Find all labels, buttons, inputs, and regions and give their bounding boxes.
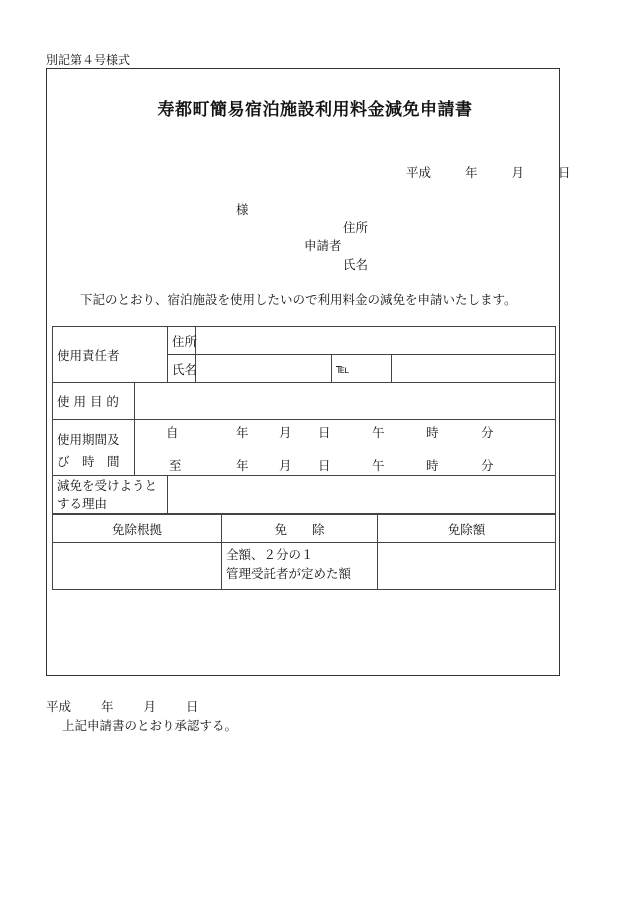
tel-label: ℡ bbox=[332, 355, 392, 383]
responsible-label: 使用責任者 bbox=[53, 327, 168, 383]
period-field[interactable] bbox=[135, 420, 556, 476]
approval-date bbox=[46, 697, 198, 715]
applicant-name-label: 氏名 bbox=[343, 257, 369, 272]
to-noon: 午 bbox=[372, 457, 385, 473]
reason-label: 減免を受けようとする理由 bbox=[53, 476, 168, 514]
to-day: 日 bbox=[318, 457, 331, 473]
address-field[interactable] bbox=[196, 327, 556, 355]
reason-field[interactable] bbox=[168, 476, 556, 514]
date-year: 年 bbox=[464, 165, 478, 180]
applicant-label: 申請者 bbox=[304, 238, 342, 253]
period-to: 至 bbox=[169, 457, 182, 473]
period-label-line2: び 時 間 bbox=[57, 454, 120, 469]
exemption-basis-header: 免除根拠 bbox=[53, 515, 222, 543]
address-label: 住所 bbox=[168, 327, 196, 355]
from-day: 日 bbox=[318, 424, 331, 440]
exemption-table bbox=[52, 514, 556, 590]
approval-era: 平成 bbox=[46, 699, 72, 714]
period-from: 自 bbox=[166, 424, 179, 440]
to-hour: 時 bbox=[426, 457, 439, 473]
approval-text: 上記申請書のとおり承認する。 bbox=[62, 718, 238, 733]
period-label-line1: 使用期間及 bbox=[57, 432, 120, 447]
from-month: 月 bbox=[279, 424, 292, 440]
application-table bbox=[52, 326, 556, 514]
exemption-amount-field[interactable] bbox=[378, 543, 556, 590]
to-month: 月 bbox=[279, 457, 292, 473]
approval-month: 月 bbox=[143, 699, 156, 714]
name-label: 氏名 bbox=[168, 355, 196, 383]
name-field[interactable] bbox=[196, 355, 332, 383]
exemption-option-partial: 全額、２分の１ bbox=[226, 547, 314, 562]
from-hour: 時 bbox=[426, 424, 439, 440]
exemption-amount-header: 免除額 bbox=[378, 515, 556, 543]
date-day: 日 bbox=[557, 165, 571, 180]
exemption-option-custom: 管理受託者が定めた額 bbox=[226, 566, 352, 581]
approval-day: 日 bbox=[185, 699, 199, 714]
purpose-field[interactable] bbox=[135, 383, 556, 420]
exemption-header: 免 除 bbox=[222, 515, 378, 543]
to-year: 年 bbox=[236, 457, 249, 473]
to-minute: 分 bbox=[481, 457, 494, 473]
tel-field[interactable] bbox=[392, 355, 556, 383]
purpose-label: 使 用 目 的 bbox=[53, 383, 135, 420]
from-year: 年 bbox=[236, 424, 249, 440]
date-month: 月 bbox=[511, 165, 524, 180]
exemption-options bbox=[222, 543, 378, 590]
date-era: 平成 bbox=[406, 165, 432, 180]
approval-year: 年 bbox=[100, 699, 114, 714]
page-title: 寿都町簡易宿泊施設利用料金減免申請書 bbox=[157, 100, 473, 120]
application-date bbox=[406, 163, 570, 181]
form-code: 別記第４号様式 bbox=[46, 53, 131, 67]
period-label bbox=[53, 420, 135, 476]
addressee-suffix: 様 bbox=[236, 202, 249, 217]
exemption-basis-field[interactable] bbox=[53, 543, 222, 590]
from-noon: 午 bbox=[372, 424, 385, 440]
from-minute: 分 bbox=[481, 424, 494, 440]
applicant-address-label: 住所 bbox=[343, 220, 369, 235]
intro-text: 下記のとおり、宿泊施設を使用したいので利用料金の減免を申請いたします。 bbox=[80, 292, 517, 307]
